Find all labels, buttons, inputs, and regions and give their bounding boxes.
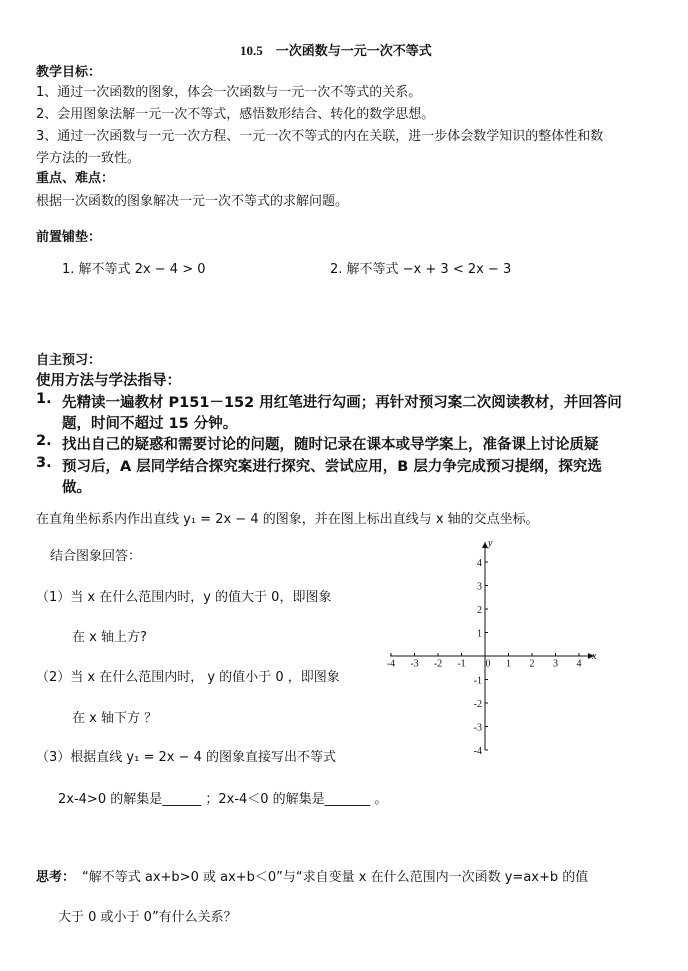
x-tick-label: 4: [576, 658, 582, 670]
y-tick-label: 1: [477, 628, 482, 640]
guide-item-2-num: 2.: [36, 433, 52, 449]
guide-item-1-num: 1.: [36, 391, 52, 407]
think-line1: “解不等式 ax+b>0 或 ax+b＜0”与“求自变量 x 在什么范围内一次函数 y=ax+b 的值: [82, 870, 589, 885]
prep-heading: 前置铺垫：: [36, 230, 102, 245]
objectives-heading: 教学目标：: [36, 65, 102, 80]
x-tick-label: 2: [529, 658, 535, 670]
preview-heading: 自主预习：: [36, 353, 102, 368]
x-axis-label: x: [592, 651, 597, 662]
objective-item-1: 1、通过一次函数的图象，体会一次函数与一元一次不等式的关系。: [36, 85, 422, 100]
y-tick-label: 4: [477, 558, 482, 569]
guide-item-3-line1: 预习后，A 层同学结合探究案进行探究、尝试应用，B 层力争完成预习提纲，探究选: [62, 459, 602, 475]
think-label: 思考：: [36, 870, 76, 885]
graph-task: 在直角坐标系内作出直线 y₁ = 2x − 4 的图象，并在图上标出直线与 x 轴的交点坐标。: [36, 512, 539, 527]
x-tick-label: -3: [410, 658, 419, 670]
graph-axes: [387, 538, 597, 757]
question-1-line1: （1）当 x 在什么范围内时，y 的值大于 0，即图象: [36, 590, 332, 605]
x-tick-label: -1: [457, 658, 466, 670]
x-tick-label: -2: [433, 658, 443, 670]
y-axis-label: y: [488, 538, 493, 549]
key-points-heading: 重点、难点：: [36, 171, 115, 186]
guide-item-1-line2: 题，时间不超过 15 分钟。: [62, 416, 238, 432]
y-tick-label: -1: [473, 675, 482, 687]
x-tick-label: -4: [386, 658, 396, 670]
question-3-line1: （3）根据直线 y₁ = 2x − 4 的图象直接写出不等式: [36, 750, 336, 765]
key-points-text: 根据一次函数的图象解决一元一次不等式的求解问题。: [36, 194, 349, 209]
y-tick-label: 2: [477, 605, 482, 616]
x-tick-label: 0: [485, 658, 491, 670]
guide-item-2-line1: 找出自己的疑惑和需要讨论的问题，随时记录在课本或导学案上，准备课上讨论质疑: [62, 437, 599, 453]
question-1-line2: 在 x 轴上方?: [72, 630, 147, 645]
objective-item-3: 3、通过一次函数与一元一次方程、一元一次不等式的内在关联，进一步体会数学知识的整体性和数: [36, 129, 604, 144]
question-2-line1: （2）当 x 在什么范围内时， y 的值小于 0 ，即图象: [36, 670, 340, 685]
x-tick-label: 1: [506, 658, 511, 670]
questions-intro: 结合图象回答：: [50, 549, 142, 564]
y-tick-label: -2: [473, 699, 482, 710]
y-tick-label: -3: [473, 722, 482, 734]
think-line2: 大于 0 或小于 0”有什么关系？: [58, 910, 237, 925]
guide-item-3-num: 3.: [36, 455, 52, 471]
y-tick-label: -4: [473, 746, 482, 757]
coordinate-graph: [386, 536, 602, 757]
question-3-line2: 2x-4>0 的解集是______ ；2x-4＜0 的解集是_______ 。: [58, 792, 388, 807]
guide-heading: 使用方法与学法指导：: [36, 373, 181, 389]
prep-question-2: 2. 解不等式 −x + 3 < 2x − 3: [330, 262, 512, 277]
y-tick-label: 3: [477, 581, 482, 593]
objective-item-3-cont: 学方法的一致性。: [36, 151, 141, 166]
guide-item-3-line2: 做。: [62, 480, 91, 496]
x-tick-label: 3: [553, 658, 558, 670]
guide-item-1-line1: 先精读一遍教材 P151－152 用红笔进行勾画；再针对预习案二次阅读教材，并回答问: [62, 395, 622, 411]
prep-question-1: 1. 解不等式 2x − 4 > 0: [62, 262, 206, 277]
question-2-line2: 在 x 轴下方 ？: [72, 711, 158, 726]
page-title: 10.5 一次函数与一元一次不等式: [240, 43, 432, 58]
objective-item-2: 2、会用图象法解一元一次不等式，感悟数形结合、转化的数学思想。: [36, 107, 435, 122]
